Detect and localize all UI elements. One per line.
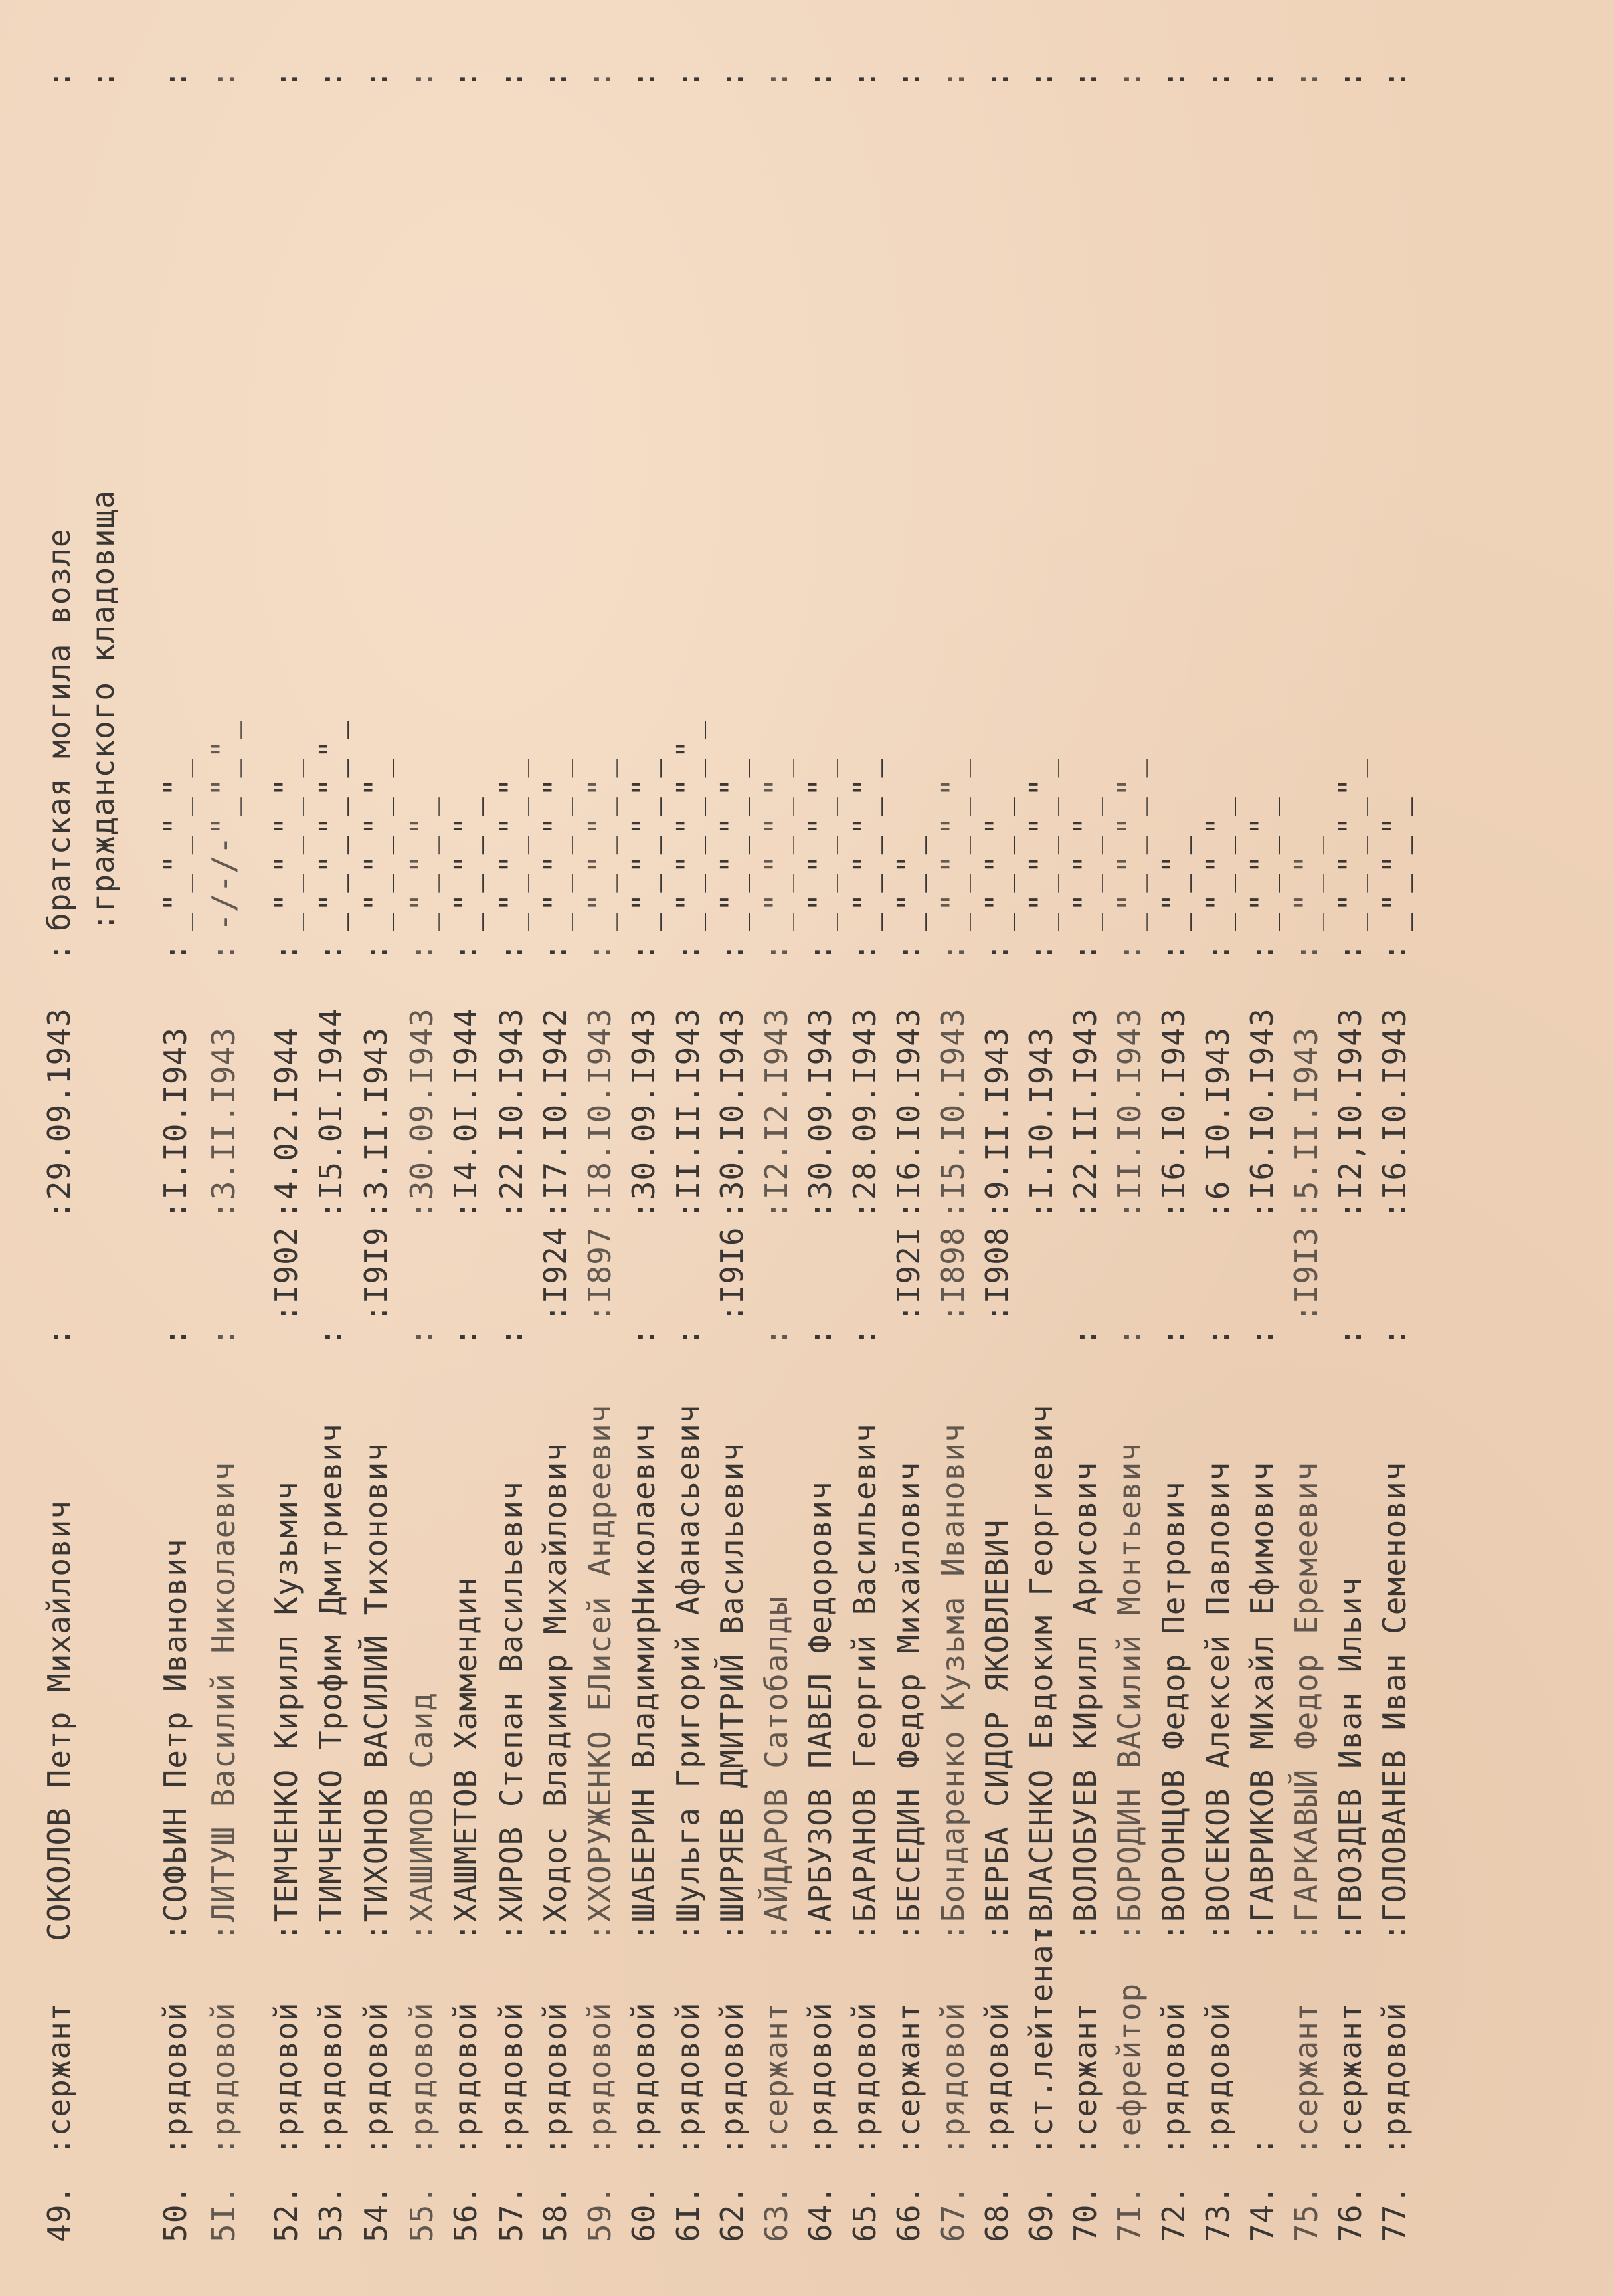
cell-name: :ШАБЕРИН ВладимирНиколаевич bbox=[626, 1423, 662, 1941]
cell-num: 68. bbox=[979, 2184, 1015, 2242]
cell-end: : bbox=[41, 69, 77, 88]
cell-sep1: : bbox=[41, 1327, 77, 1346]
cell-sep2: : bbox=[1023, 942, 1059, 961]
cell-num: 60. bbox=[626, 2184, 662, 2242]
cell-sep1: : bbox=[493, 1327, 529, 1346]
cell-sep2: : bbox=[581, 942, 618, 961]
cell-num: 73. bbox=[1200, 2184, 1236, 2242]
cell-date: :29.09.1943 bbox=[41, 1008, 77, 1219]
cell-name: :АЙДАРОВ Сатобалды bbox=[758, 1596, 794, 1941]
cell-sep1: : bbox=[802, 1327, 838, 1346]
cell-num: 5I. bbox=[205, 2184, 242, 2242]
cell-end: : bbox=[1156, 69, 1192, 88]
cell-num: 52. bbox=[268, 2184, 304, 2242]
cell-rank: :рядовой bbox=[537, 2002, 573, 2156]
table-row bbox=[151, 0, 199, 2296]
table-row bbox=[1194, 0, 1242, 2296]
cell-rank: :рядовой bbox=[581, 2002, 618, 2156]
table-row bbox=[442, 0, 490, 2296]
cell-place: _"_"_"_ bbox=[1200, 797, 1236, 931]
cell-rank: :рядовой bbox=[714, 2002, 750, 2156]
cell-rank: :рядовой bbox=[157, 2002, 193, 2156]
cell-end: : bbox=[1376, 69, 1413, 88]
cell-place: _"_"_"_"_ bbox=[802, 758, 838, 931]
cell-sep1: : bbox=[1244, 1327, 1280, 1346]
cell-date: :I5.I0.I943 bbox=[935, 1008, 971, 1219]
cell-sep2: : bbox=[714, 942, 750, 961]
cell-name: :ВОСЕКОВ Алексей Павлович bbox=[1200, 1461, 1236, 1941]
cell-sep1: : bbox=[448, 1327, 484, 1346]
cell-sep1: : bbox=[157, 1327, 193, 1346]
cell-date: :5.II.I943 bbox=[1288, 1027, 1324, 1219]
cell-place: _"_"_"_"_ bbox=[537, 758, 573, 931]
table-row bbox=[1282, 0, 1330, 2296]
cell-place: _"_"_"_"_ bbox=[1023, 758, 1059, 931]
cell-end: : bbox=[448, 69, 484, 88]
cell-rank: :ефрейтор bbox=[1111, 1982, 1148, 2156]
cell-name: :АРБУЗОВ ПАВЕЛ Федорович bbox=[802, 1480, 838, 1941]
cell-year: :I898 bbox=[935, 1226, 971, 1323]
cell-name: :БАРАНОВ Георгий Васильевич bbox=[846, 1423, 883, 1941]
cell-date: :I6.I0.I943 bbox=[1244, 1008, 1280, 1219]
cell-place: _"_"_"_"_ bbox=[493, 758, 529, 931]
cell-date: :I6.I0.I943 bbox=[1156, 1008, 1192, 1219]
cell-place: _"_"_ bbox=[1156, 835, 1192, 931]
table-row bbox=[35, 0, 83, 2296]
cell-sep2: : bbox=[1244, 942, 1280, 961]
table-row bbox=[1370, 0, 1419, 2296]
cell-name: :ХХОРУЖЕНКО ЕЛисей Андреевич bbox=[581, 1404, 618, 1941]
cell-num: 65. bbox=[846, 2184, 883, 2242]
cell-rank: :рядовой bbox=[802, 2002, 838, 2156]
table-row bbox=[1150, 0, 1198, 2296]
cell-place: _"_"_"_"_ bbox=[758, 758, 794, 931]
cell-place: _"_"_"_"_"_ bbox=[312, 720, 349, 931]
cell-sep2: : bbox=[157, 942, 193, 961]
cell-sep1: : bbox=[626, 1327, 662, 1346]
cell-date: :6 I0.I943 bbox=[1200, 1027, 1236, 1219]
cell-year: :I9I9 bbox=[358, 1226, 394, 1323]
cell-date: :30.09.I943 bbox=[802, 1008, 838, 1219]
cell-year: :I924 bbox=[537, 1226, 573, 1323]
cell-num: 75. bbox=[1288, 2184, 1324, 2242]
cell-name: :Шульга Григорий Афанасьевич bbox=[670, 1404, 706, 1941]
cell-date: :28.09.I943 bbox=[846, 1008, 883, 1219]
cell-num: 62. bbox=[714, 2184, 750, 2242]
table-row bbox=[1238, 0, 1286, 2296]
cell-rank: :рядовой bbox=[358, 2002, 394, 2156]
table-row bbox=[352, 0, 400, 2296]
cell-sep2: : bbox=[358, 942, 394, 961]
cell-end: : bbox=[537, 69, 573, 88]
table-row bbox=[929, 0, 977, 2296]
cell-num: 64. bbox=[802, 2184, 838, 2242]
cell-year: :I9I6 bbox=[714, 1226, 750, 1323]
cell-date: :I7.I0.I942 bbox=[537, 1008, 573, 1219]
cell-sep2: : bbox=[891, 942, 927, 961]
cell-num: 74. bbox=[1244, 2184, 1280, 2242]
cell-rank: :рядовой bbox=[493, 2002, 529, 2156]
cell-num: 76. bbox=[1332, 2184, 1368, 2242]
cell-end: : bbox=[85, 69, 121, 88]
cell-name: :ВЕРБА СИДОР ЯКОВЛЕВИЧ bbox=[979, 1519, 1015, 1941]
cell-rank: :сержант bbox=[41, 2002, 77, 2156]
cell-num: 72. bbox=[1156, 2184, 1192, 2242]
cell-sep2: : bbox=[404, 942, 440, 961]
cell-end: : bbox=[758, 69, 794, 88]
cell-date: :I6.I0.I943 bbox=[891, 1008, 927, 1219]
cell-sep1: : bbox=[670, 1327, 706, 1346]
cell-rank: :рядовой bbox=[935, 2002, 971, 2156]
cell-place: _"_"_"_"_ bbox=[1332, 758, 1368, 931]
cell-place: _"_"_"_"_ bbox=[714, 758, 750, 931]
cell-end: : bbox=[581, 69, 618, 88]
cell-place: :гражданского кладовища bbox=[85, 490, 121, 931]
cell-end: : bbox=[626, 69, 662, 88]
cell-end: : bbox=[205, 69, 242, 88]
cell-num: 58. bbox=[537, 2184, 573, 2242]
cell-end: : bbox=[493, 69, 529, 88]
cell-date: :30.09.I943 bbox=[626, 1008, 662, 1219]
cell-rank: :рядовой bbox=[670, 2002, 706, 2156]
table-row bbox=[1017, 0, 1065, 2296]
cell-rank: :рядовой bbox=[846, 2002, 883, 2156]
cell-date: :I2.I2.I943 bbox=[758, 1008, 794, 1219]
cell-sep1: : bbox=[1111, 1327, 1148, 1346]
cell-name: :ВОЛОБУЕВ КИрилл Арисович bbox=[1067, 1461, 1103, 1941]
cell-date: :30.I0.I943 bbox=[714, 1008, 750, 1219]
cell-sep2: : bbox=[802, 942, 838, 961]
cell-place: _"_"_ bbox=[1288, 835, 1324, 931]
cell-name: :ВЛАСЕНКО Евдоким Георгиевич bbox=[1023, 1404, 1059, 1941]
cell-num: 55. bbox=[404, 2184, 440, 2242]
cell-rank: :рядовой bbox=[448, 2002, 484, 2156]
table-row bbox=[487, 0, 535, 2296]
cell-sep1: : bbox=[846, 1327, 883, 1346]
cell-place: _"_"_"_ bbox=[404, 797, 440, 931]
cell-end: : bbox=[802, 69, 838, 88]
cell-end: : bbox=[1244, 69, 1280, 88]
cell-place: братская могила возле bbox=[41, 528, 77, 931]
cell-sep2: : bbox=[1200, 942, 1236, 961]
cell-year: :I902 bbox=[268, 1226, 304, 1323]
cell-rank: :рядовой bbox=[1200, 2002, 1236, 2156]
cell-place: _"_"_"_"_ bbox=[581, 758, 618, 931]
cell-end: : bbox=[358, 69, 394, 88]
cell-name: :ХИРОВ Степан Васильевич bbox=[493, 1480, 529, 1941]
cell-num: 59. bbox=[581, 2184, 618, 2242]
cell-end: : bbox=[1111, 69, 1148, 88]
cell-sep2: : bbox=[758, 942, 794, 961]
cell-end: : bbox=[714, 69, 750, 88]
cell-sep1: : bbox=[1156, 1327, 1192, 1346]
cell-rank: :сержант bbox=[758, 2002, 794, 2156]
table-row bbox=[885, 0, 933, 2296]
cell-name: :ВОРОНЦОВ Федор Петрович bbox=[1156, 1480, 1192, 1941]
cell-name: :БОРОДИН ВАСилий Монтьевич bbox=[1111, 1442, 1148, 1941]
cell-name: :ГОЛОВАНЕВ Иван Семенович bbox=[1376, 1461, 1413, 1941]
cell-date: :22.I0.I943 bbox=[493, 1008, 529, 1219]
cell-end: : bbox=[1332, 69, 1368, 88]
cell-sep1: : bbox=[1332, 1327, 1368, 1346]
cell-rank: :сержант bbox=[1332, 2002, 1368, 2156]
table-row bbox=[1061, 0, 1109, 2296]
cell-num: 50. bbox=[157, 2184, 193, 2242]
cell-end: : bbox=[935, 69, 971, 88]
cell-sep2: : bbox=[1067, 942, 1103, 961]
cell-place: _"_"_"_"_ bbox=[358, 758, 394, 931]
cell-name: :ТИМЧЕНКО Трофим Дмитриевич bbox=[312, 1423, 349, 1941]
cell-num: 67. bbox=[935, 2184, 971, 2242]
cell-sep2: : bbox=[268, 942, 304, 961]
cell-place: _"_"_"_"_ bbox=[1111, 758, 1148, 931]
cell-rank: : bbox=[1244, 2136, 1280, 2156]
cell-year: :I908 bbox=[979, 1226, 1015, 1323]
cell-name: :ГВОЗДЕВ Иван Ильич bbox=[1332, 1576, 1368, 1941]
cell-name: :ЛИТУШ Василий Николаевич bbox=[205, 1461, 242, 1941]
table-row bbox=[840, 0, 889, 2296]
cell-end: : bbox=[1288, 69, 1324, 88]
cell-num: 7I. bbox=[1111, 2184, 1148, 2242]
cell-end: : bbox=[404, 69, 440, 88]
cell-place: _"_"_"_"_ bbox=[626, 758, 662, 931]
cell-sep2: : bbox=[626, 942, 662, 961]
cell-num: 77. bbox=[1376, 2184, 1413, 2242]
cell-sep1: : bbox=[312, 1327, 349, 1346]
table-row bbox=[796, 0, 844, 2296]
cell-place: _"_"_"_"_"_ bbox=[670, 720, 706, 931]
cell-sep1: : bbox=[1067, 1327, 1103, 1346]
cell-sep2: : bbox=[1288, 942, 1324, 961]
cell-year: :I9I3 bbox=[1288, 1226, 1324, 1323]
cell-end: : bbox=[312, 69, 349, 88]
cell-date: :I5.0I.I944 bbox=[312, 1008, 349, 1219]
table-row bbox=[575, 0, 624, 2296]
cell-name: :ГАРКАВЫЙ Федор Еремеевич bbox=[1288, 1461, 1324, 1941]
table-row bbox=[752, 0, 800, 2296]
cell-num: 57. bbox=[493, 2184, 529, 2242]
cell-place: _"_"_"_ bbox=[1376, 797, 1413, 931]
cell-name: :ТЕМЧЕНКО Кирилл Кузьмич bbox=[268, 1480, 304, 1941]
cell-name: :Бондаренко Кузьма Иванович bbox=[935, 1423, 971, 1941]
cell-date: :9.II.I943 bbox=[979, 1027, 1015, 1219]
cell-sep2: : bbox=[1376, 942, 1413, 961]
cell-num: 66. bbox=[891, 2184, 927, 2242]
cell-place: _"_"_"_"_ bbox=[846, 758, 883, 931]
cell-end: : bbox=[157, 69, 193, 88]
cell-rank: :ст.лейтенат bbox=[1023, 1925, 1059, 2156]
table-row bbox=[531, 0, 579, 2296]
cell-date: :II.I0.I943 bbox=[1111, 1008, 1148, 1219]
cell-num: 56. bbox=[448, 2184, 484, 2242]
cell-num: 53. bbox=[312, 2184, 349, 2242]
cell-name: СОКОЛОВ Петр Михайлович bbox=[41, 1500, 77, 1941]
cell-rank: :рядовой bbox=[404, 2002, 440, 2156]
cell-rank: :рядовой bbox=[626, 2002, 662, 2156]
cell-rank: :рядовой bbox=[979, 2002, 1015, 2156]
cell-date: :4.02.I944 bbox=[268, 1027, 304, 1219]
cell-sep2: : bbox=[493, 942, 529, 961]
cell-rank: :рядовой bbox=[1376, 2002, 1413, 2156]
cell-num: 70. bbox=[1067, 2184, 1103, 2242]
cell-end: : bbox=[979, 69, 1015, 88]
cell-num: 63. bbox=[758, 2184, 794, 2242]
cell-sep1: : bbox=[1200, 1327, 1236, 1346]
cell-sep2: : bbox=[935, 942, 971, 961]
cell-date: :3.II.I943 bbox=[358, 1027, 394, 1219]
cell-sep2: : bbox=[205, 942, 242, 961]
cell-sep2: : bbox=[1332, 942, 1368, 961]
cell-sep2: : bbox=[979, 942, 1015, 961]
cell-date: :30.09.I943 bbox=[404, 1008, 440, 1219]
table-row bbox=[262, 0, 310, 2296]
cell-place: _"_"_"_"_ bbox=[268, 758, 304, 931]
cell-end: : bbox=[891, 69, 927, 88]
table-row bbox=[397, 0, 446, 2296]
cell-end: : bbox=[1200, 69, 1236, 88]
table-row bbox=[1326, 0, 1374, 2296]
cell-sep2: : bbox=[1156, 942, 1192, 961]
cell-end: : bbox=[1023, 69, 1059, 88]
cell-end: : bbox=[1067, 69, 1103, 88]
cell-date: :I2,I0.I943 bbox=[1332, 1008, 1368, 1219]
cell-rank: :рядовой bbox=[268, 2002, 304, 2156]
cell-rank: :сержант bbox=[891, 2002, 927, 2156]
cell-name: :ХАШМЕТОВ Хамменд​ин bbox=[448, 1576, 484, 1941]
table-row bbox=[199, 0, 248, 2296]
cell-rank: :рядовой bbox=[1156, 2002, 1192, 2156]
cell-date: :I.I0.I943 bbox=[157, 1027, 193, 1219]
cell-num: 6I. bbox=[670, 2184, 706, 2242]
cell-sep2: : bbox=[846, 942, 883, 961]
cell-rank: :рядовой bbox=[312, 2002, 349, 2156]
cell-date: :I4.0I.I944 bbox=[448, 1008, 484, 1219]
cell-rank: :сержант bbox=[1288, 2002, 1324, 2156]
cell-num: 69. bbox=[1023, 2184, 1059, 2242]
cell-rank: :рядовой bbox=[205, 2002, 242, 2156]
cell-sep2: : bbox=[537, 942, 573, 961]
cell-name: :СОФЬИН Петр Иванович bbox=[157, 1538, 193, 1941]
table-row bbox=[973, 0, 1021, 2296]
cell-num: 49. bbox=[41, 2184, 77, 2242]
cell-name: :Ходос Владимир Михайлович bbox=[537, 1442, 573, 1941]
cell-name: :БЕСЕДИН Федор Михайлович bbox=[891, 1461, 927, 1941]
cell-place: _"_"_"_"_ bbox=[157, 758, 193, 931]
cell-date: :3.II.I943 bbox=[205, 1027, 242, 1219]
cell-date: :I8.I0.I943 bbox=[581, 1008, 618, 1219]
cell-name: :ГАВРИКОВ МИхайл Ефимович bbox=[1244, 1461, 1280, 1941]
cell-place: -/-/-"_"_"_ bbox=[205, 720, 242, 931]
cell-place: _"_"_"_ bbox=[448, 797, 484, 931]
cell-place: _"_"_"_ bbox=[979, 797, 1015, 931]
cell-sep2: : bbox=[41, 942, 77, 961]
table-row bbox=[620, 0, 668, 2296]
cell-date: :22.II.I943 bbox=[1067, 1008, 1103, 1219]
cell-sep1: : bbox=[404, 1327, 440, 1346]
cell-sep2: : bbox=[1111, 942, 1148, 961]
cell-rank: :сержант bbox=[1067, 2002, 1103, 2156]
cell-end: : bbox=[268, 69, 304, 88]
cell-name: :ШИРЯЕВ ДМИТРИЙ Васильевич bbox=[714, 1442, 750, 1941]
table-row bbox=[664, 0, 712, 2296]
cell-num: 54. bbox=[358, 2184, 394, 2242]
cell-place: _"_"_"_ bbox=[1067, 797, 1103, 931]
cell-sep2: : bbox=[448, 942, 484, 961]
table-row bbox=[306, 0, 355, 2296]
cell-date: :I6.I0.I943 bbox=[1376, 1008, 1413, 1219]
cell-sep2: : bbox=[312, 942, 349, 961]
cell-place: _"_"_ bbox=[891, 835, 927, 931]
cell-sep1: : bbox=[1376, 1327, 1413, 1346]
cell-place: _"_"_"_"_ bbox=[935, 758, 971, 931]
cell-end: : bbox=[670, 69, 706, 88]
table-row bbox=[708, 0, 756, 2296]
table-row bbox=[1105, 0, 1154, 2296]
cell-date: :I.I0.I943 bbox=[1023, 1027, 1059, 1219]
cell-name: :ХАШИМОВ Саид bbox=[404, 1691, 440, 1941]
cell-sep1: : bbox=[758, 1327, 794, 1346]
cell-date: :II.II.I943 bbox=[670, 1008, 706, 1219]
cell-year: :I897 bbox=[581, 1226, 618, 1323]
cell-place: _"_"_"_ bbox=[1244, 797, 1280, 931]
cell-sep2: : bbox=[670, 942, 706, 961]
cell-name: :ТИХОНОВ ВАСИЛИЙ Тихонович bbox=[358, 1442, 394, 1941]
cell-sep1: : bbox=[205, 1327, 242, 1346]
cell-end: : bbox=[846, 69, 883, 88]
table-row bbox=[79, 0, 127, 2296]
cell-year: :I92I bbox=[891, 1226, 927, 1323]
